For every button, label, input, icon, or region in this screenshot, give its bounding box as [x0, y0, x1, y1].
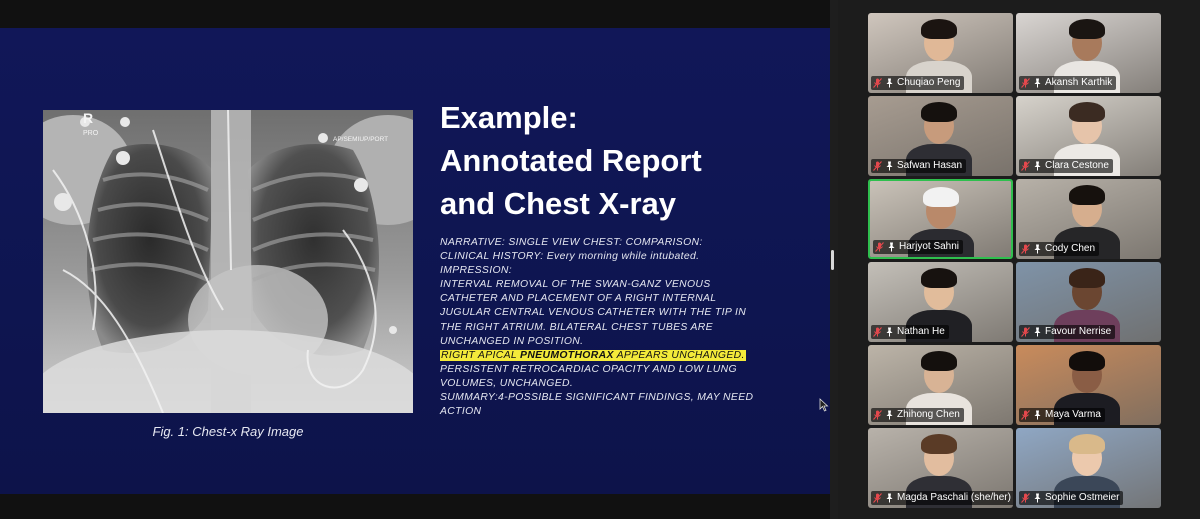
highlight-suffix: APPEARS UNCHANGED. [613, 349, 745, 361]
participant-tile[interactable] [1016, 13, 1161, 93]
participant-nameplate [1019, 242, 1099, 256]
muted-mic-icon [1021, 244, 1030, 254]
participant-tile[interactable] [868, 179, 1013, 259]
pin-icon [885, 410, 894, 420]
mouse-cursor-icon [819, 398, 829, 412]
muted-mic-icon [1021, 161, 1030, 171]
highlighted-finding [440, 349, 825, 363]
pin-icon [1033, 493, 1042, 503]
report-line: CLINICAL HISTORY: Every morning while intubated. [440, 251, 700, 263]
participant-tile[interactable] [1016, 179, 1161, 259]
muted-mic-icon [1021, 410, 1030, 420]
participant-nameplate [871, 159, 966, 173]
participant-nameplate [871, 76, 964, 90]
muted-mic-icon [1021, 78, 1030, 88]
highlight-keyword: PNEUMOTHORAX [520, 349, 614, 361]
report-line: SUMMARY:4-POSSIBLE SIGNIFICANT FINDINGS, MAY NEED [440, 392, 754, 404]
participant-name: Akansh Karthik [1045, 77, 1113, 88]
participant-nameplate [873, 240, 963, 254]
pin-icon [1033, 244, 1042, 254]
muted-mic-icon [1021, 493, 1030, 503]
participant-hair [1069, 351, 1105, 371]
participant-nameplate [1019, 408, 1105, 422]
participant-hair [921, 102, 957, 122]
chest-xray-graphic [43, 110, 413, 413]
participant-name: Safwan Hasan [897, 160, 963, 171]
participant-name: Nathan He [897, 326, 945, 337]
participant-name: Favour Nerrise [1045, 326, 1112, 337]
pin-icon [1033, 161, 1042, 171]
pin-icon [885, 327, 894, 337]
pin-icon [1033, 327, 1042, 337]
participant-hair [1069, 185, 1105, 205]
chest-xray-image [43, 110, 413, 413]
muted-mic-icon [1021, 327, 1030, 337]
muted-mic-icon [873, 161, 882, 171]
participant-tile[interactable] [1016, 428, 1161, 508]
xray-marker-r: R [83, 110, 94, 126]
participant-name: Chuqiao Peng [897, 77, 961, 88]
participant-tile[interactable] [1016, 262, 1161, 342]
participant-nameplate [1019, 159, 1113, 173]
slide-title-line: and Chest X-ray [440, 186, 677, 221]
report-line: VOLUMES, UNCHANGED. [440, 377, 574, 389]
participant-hair [921, 268, 957, 288]
report-line: ACTION [440, 406, 482, 418]
participant-hair [921, 19, 957, 39]
slide-title-line: Annotated Report [440, 143, 702, 178]
participant-name: Zhihong Chen [897, 409, 960, 420]
resize-handle[interactable] [831, 250, 834, 270]
report-line: CATHETER AND PLACEMENT OF A RIGHT INTERNAL [440, 293, 717, 305]
participant-tile[interactable] [868, 96, 1013, 176]
participant-tile[interactable] [868, 428, 1013, 508]
report-line: INTERVAL REMOVAL OF THE SWAN-GANZ VENOUS [440, 279, 711, 291]
presentation-slide [0, 28, 830, 494]
participant-name: Magda Paschali (she/her) [897, 492, 1011, 503]
slide-title [440, 96, 820, 225]
report-line: UNCHANGED IN POSITION. [440, 335, 584, 347]
participant-name: Maya Varma [1045, 409, 1101, 420]
pin-icon [1033, 410, 1042, 420]
slide-title-line: Example: [440, 100, 578, 135]
muted-mic-icon [873, 410, 882, 420]
xray-marker-pro: PRO [83, 130, 99, 137]
radiology-report [440, 236, 825, 419]
report-line: PERSISTENT RETROCARDIAC OPACITY AND LOW LUNG [440, 363, 737, 375]
muted-mic-icon [873, 327, 882, 337]
participant-hair [1069, 434, 1105, 454]
participant-hair [923, 187, 959, 207]
participant-hair [1069, 102, 1105, 122]
participant-nameplate [1019, 491, 1123, 505]
pin-icon [1033, 78, 1042, 88]
participant-tile[interactable] [1016, 96, 1161, 176]
pin-icon [885, 493, 894, 503]
participant-tile[interactable] [868, 13, 1013, 93]
pin-icon [885, 78, 894, 88]
report-line: JUGULAR CENTRAL VENOUS CATHETER WITH THE TIP IN [440, 307, 747, 319]
report-line: THE RIGHT ATRIUM. BILATERAL CHEST TUBES ARE [440, 321, 713, 333]
highlight-prefix: RIGHT APICAL [441, 349, 521, 361]
muted-mic-icon [873, 78, 882, 88]
participant-gallery [838, 0, 1200, 519]
participant-nameplate [871, 408, 964, 422]
participant-hair [921, 351, 957, 371]
pin-icon [885, 161, 894, 171]
xray-marker-view: AP/SEMIUP/PORT [333, 136, 389, 143]
participant-name: Harjyot Sahni [899, 241, 960, 252]
muted-mic-icon [875, 242, 884, 252]
figure-caption: Fig. 1: Chest-x Ray Image [152, 424, 304, 439]
participant-nameplate [1019, 325, 1115, 339]
participant-tile[interactable] [868, 345, 1013, 425]
participant-nameplate [871, 325, 949, 339]
participant-nameplate [1019, 76, 1116, 90]
report-line: IMPRESSION: [440, 265, 512, 277]
participant-tile[interactable] [868, 262, 1013, 342]
participant-name: Cody Chen [1045, 243, 1096, 254]
participant-nameplate [871, 491, 1013, 505]
participant-name: Clara Cestone [1045, 160, 1109, 171]
participant-hair [1069, 19, 1105, 39]
muted-mic-icon [873, 493, 882, 503]
participant-name: Sophie Ostmeier [1045, 492, 1120, 503]
pin-icon [887, 242, 896, 252]
participant-hair [921, 434, 957, 454]
participant-hair [1069, 268, 1105, 288]
report-line: NARRATIVE: SINGLE VIEW CHEST: COMPARISON: [440, 237, 703, 248]
participant-tile[interactable] [1016, 345, 1161, 425]
